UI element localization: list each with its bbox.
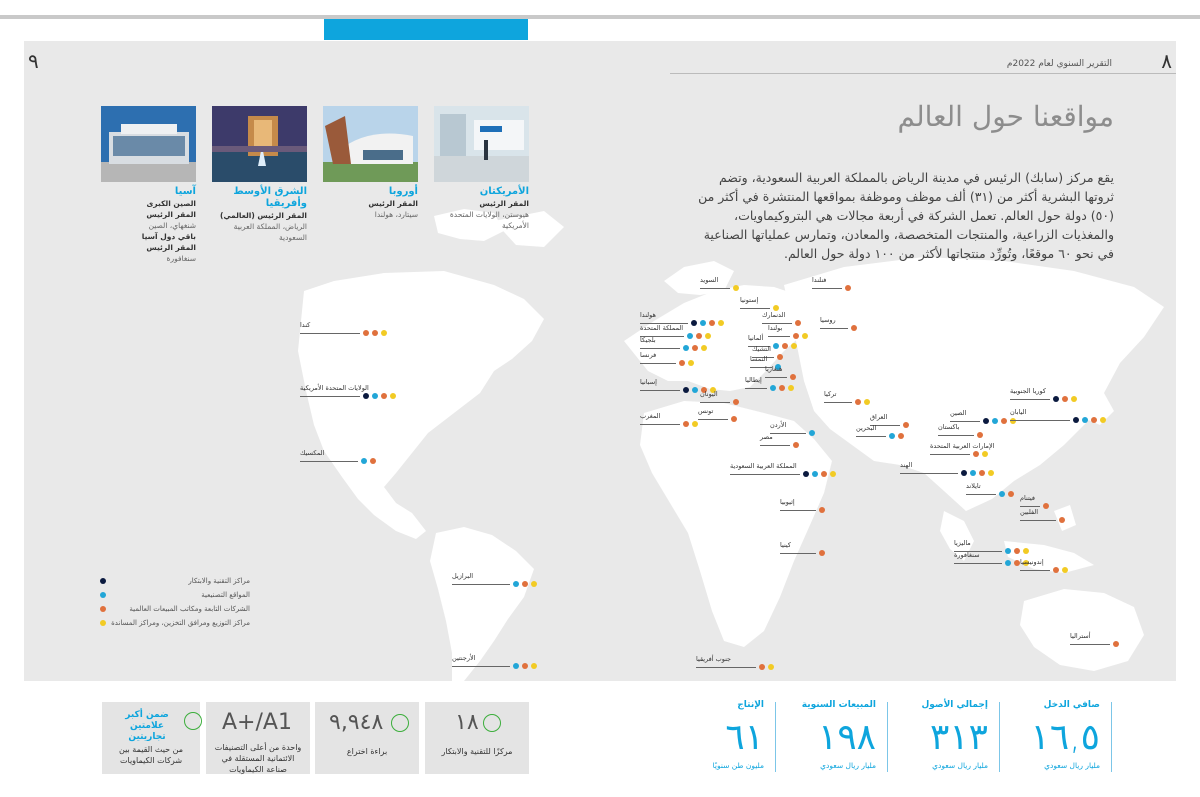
location-leader-line xyxy=(696,667,756,668)
location-dot xyxy=(688,360,694,366)
location-dot xyxy=(1001,418,1007,424)
region-label: المقر الرئيس xyxy=(146,243,196,252)
location-marker[interactable] xyxy=(824,390,874,408)
location-dot xyxy=(999,491,1005,497)
region-text: شنغهاي، الصين xyxy=(148,221,196,230)
location-dot xyxy=(683,387,689,393)
location-dot xyxy=(770,385,776,391)
location-marker[interactable] xyxy=(700,276,743,294)
location-dot xyxy=(1073,417,1079,423)
location-marker[interactable] xyxy=(745,376,798,394)
location-leader-line xyxy=(640,363,676,364)
location-name: تركيا xyxy=(824,390,837,398)
legend-item xyxy=(100,576,250,590)
location-name: جنوب أفريقيا xyxy=(696,655,732,663)
location-name: كينيا xyxy=(780,541,791,549)
location-dot xyxy=(733,285,739,291)
region-label: الصين الكبرى xyxy=(146,199,196,208)
location-name: فيتنام xyxy=(1020,494,1035,502)
location-leader-line xyxy=(950,421,980,422)
location-dot xyxy=(687,333,693,339)
location-dot xyxy=(819,507,825,513)
location-dot xyxy=(793,333,799,339)
location-name: سنغافورة xyxy=(954,551,980,559)
kpi-label: إجمالي الأصول xyxy=(921,700,988,710)
location-marker[interactable] xyxy=(300,321,391,339)
location-dot xyxy=(889,433,895,439)
location-dot xyxy=(731,416,737,422)
location-dot xyxy=(692,345,698,351)
stat-text: براءة اختراع xyxy=(346,747,388,756)
patent-document-icon xyxy=(391,714,409,732)
region-asia xyxy=(101,106,196,264)
location-name: الأردن xyxy=(770,421,787,429)
region-europe xyxy=(323,106,418,220)
location-name: كوريا الجنوبية xyxy=(1010,387,1047,395)
location-marker[interactable] xyxy=(452,572,541,590)
location-leader-line xyxy=(760,445,790,446)
location-marker[interactable] xyxy=(856,424,908,442)
kpi-value: ١٦,٥ xyxy=(1030,717,1100,758)
location-dot xyxy=(970,470,976,476)
kpi-divider xyxy=(999,702,1000,772)
australia-shape xyxy=(1020,589,1144,671)
stat-box-innovation xyxy=(425,702,529,774)
location-dot xyxy=(977,432,983,438)
location-dot xyxy=(531,581,537,587)
location-name: التشيك xyxy=(752,345,771,353)
asia-building-photo xyxy=(101,106,196,182)
stat-text: مركزًا للتقنية والابتكار xyxy=(441,747,513,756)
europe-building-photo xyxy=(323,106,418,182)
location-name: إندونيسيا xyxy=(1020,558,1044,566)
stat-text: واحدة من أعلى التصنيفات الائتمانية المستقلة في صناعة الكيماويات xyxy=(214,743,302,774)
kpi-label: صافي الدخل xyxy=(1043,700,1100,710)
location-marker[interactable] xyxy=(300,449,380,467)
location-dot xyxy=(522,581,528,587)
location-name: الدنمارك xyxy=(762,311,786,319)
location-marker[interactable] xyxy=(1020,558,1072,576)
location-dot xyxy=(1014,548,1020,554)
location-marker[interactable] xyxy=(938,423,987,441)
location-dot xyxy=(1023,548,1029,554)
location-dot xyxy=(696,333,702,339)
stat-text: من حيث القيمة بين شركات الكيماويات xyxy=(119,745,183,765)
intro-paragraph: يقع مركز (سابك) الرئيس في مدينة الرياض بالمملكة العربية السعودية، وتضم ثروتها البشرية أكثر من (٣١) ألف موظف وموظفة بمواقعها المنتشرة في أكثر من (٥٠) دولة حول العالم. تعمل الشركة في أربعة مجالات هي البتروكيماويات، والمغذيات الزراعية، والمنتجات المتخصصة، والمعادن، وتمارس عملياتها الصناعية في نحو ٦٠ موقعًا، وتُورِّد منتجاتها لأكثر من ١٠٠ دولة حول العالم. xyxy=(698,170,1114,261)
location-name: فرنسا xyxy=(640,351,657,359)
location-dot xyxy=(830,471,836,477)
location-name: تونس xyxy=(698,407,714,415)
location-dot xyxy=(898,433,904,439)
location-marker[interactable] xyxy=(930,442,995,460)
kpi-annual-sales xyxy=(776,700,888,776)
location-dot xyxy=(1053,396,1059,402)
location-marker[interactable] xyxy=(730,462,840,480)
location-dot xyxy=(390,393,396,399)
location-leader-line xyxy=(300,396,360,397)
location-dot xyxy=(718,320,724,326)
location-dot xyxy=(700,320,706,326)
location-leader-line xyxy=(300,333,360,334)
kpi-total-assets xyxy=(888,700,1000,776)
location-dot xyxy=(759,664,765,670)
legend-dot xyxy=(100,592,106,598)
south-america-shape xyxy=(430,527,534,681)
legend-dot xyxy=(100,606,106,612)
region-name: أوروبا xyxy=(388,186,418,197)
location-dot xyxy=(701,345,707,351)
stat-box-rating xyxy=(206,702,310,774)
location-leader-line xyxy=(698,419,728,420)
kpi-value: ١٩٨ xyxy=(817,717,876,758)
report-title: التقرير السنوي لعام 2022م xyxy=(1006,59,1112,69)
location-marker[interactable] xyxy=(900,461,998,479)
location-dot xyxy=(363,330,369,336)
location-dot xyxy=(973,451,979,457)
top-accent-bar xyxy=(324,19,528,40)
location-dot xyxy=(683,421,689,427)
location-dot xyxy=(1062,396,1068,402)
location-dot xyxy=(370,458,376,464)
location-dot xyxy=(1100,417,1106,423)
region-label: باقي دول آسيا xyxy=(141,232,196,241)
location-dot xyxy=(864,399,870,405)
location-leader-line xyxy=(780,553,816,554)
location-name: النمسا xyxy=(750,355,768,363)
location-leader-line xyxy=(1010,420,1070,421)
location-name: الأرجنتين xyxy=(452,654,476,662)
location-leader-line xyxy=(820,328,848,329)
location-dot xyxy=(709,320,715,326)
location-dot xyxy=(372,393,378,399)
region-name: آسيا xyxy=(174,186,196,197)
location-dot xyxy=(522,663,528,669)
location-name: بلجيكا xyxy=(640,336,656,344)
location-leader-line xyxy=(966,494,996,495)
location-leader-line xyxy=(938,435,974,436)
map-legend xyxy=(100,576,250,632)
region-text: هيوستن، الولايات المتحدة الأمريكية xyxy=(449,210,529,230)
location-dot xyxy=(793,442,799,448)
location-name: البرازيل xyxy=(452,572,474,580)
legend-label: الشركات التابعة ومكاتب المبيعات العالمية xyxy=(129,605,250,613)
region-label: المقر الرئيس xyxy=(368,199,418,208)
location-marker[interactable] xyxy=(1020,508,1069,526)
region-text: الرياض، المملكة العربية السعودية xyxy=(233,222,307,242)
location-dot xyxy=(777,354,783,360)
location-dot xyxy=(1053,567,1059,573)
location-name: اليونان xyxy=(700,390,718,398)
kpi-label: الإنتاج xyxy=(737,700,764,710)
lightbulb-icon xyxy=(483,714,501,732)
location-dot xyxy=(809,430,815,436)
location-dot xyxy=(372,330,378,336)
location-name: المكسيك xyxy=(300,449,325,457)
location-marker[interactable] xyxy=(640,351,698,369)
stat-value: ١٨ xyxy=(455,710,479,735)
location-leader-line xyxy=(1020,570,1050,571)
location-dot xyxy=(692,387,698,393)
legend-dot xyxy=(100,620,106,626)
right-page-number: ٨ xyxy=(1161,49,1172,73)
kpi-divider xyxy=(775,702,776,772)
kpi-unit: مليون طن سنويًا xyxy=(712,761,764,770)
location-dot xyxy=(1082,417,1088,423)
location-leader-line xyxy=(700,402,730,403)
region-americas xyxy=(434,106,529,231)
location-dot xyxy=(1005,560,1011,566)
legend-item xyxy=(100,604,250,618)
location-dot xyxy=(1071,396,1077,402)
location-dot xyxy=(1043,503,1049,509)
location-leader-line xyxy=(1020,520,1056,521)
location-leader-line xyxy=(745,388,767,389)
location-dot xyxy=(381,393,387,399)
location-dot xyxy=(821,471,827,477)
location-leader-line xyxy=(900,473,958,474)
location-leader-line xyxy=(740,308,770,309)
kpi-production xyxy=(664,700,776,776)
kpi-net-income xyxy=(1000,700,1112,776)
location-leader-line xyxy=(730,474,800,475)
location-name: إسبانيا xyxy=(640,378,657,386)
location-leader-line xyxy=(640,424,680,425)
kpi-value: ٦١ xyxy=(725,717,764,758)
riyadh-tower-photo xyxy=(212,106,307,182)
location-leader-line xyxy=(780,510,816,511)
location-name: اليابان xyxy=(1010,408,1027,416)
location-dot xyxy=(988,470,994,476)
location-name: الصين xyxy=(950,409,967,417)
location-dot xyxy=(363,393,369,399)
location-name: مصر xyxy=(760,433,773,441)
location-dot xyxy=(381,330,387,336)
location-name: الفلبين xyxy=(1020,508,1039,516)
location-name: الإمارات العربية المتحدة xyxy=(930,442,995,450)
location-leader-line xyxy=(768,336,790,337)
kpi-divider xyxy=(887,702,888,772)
location-marker[interactable] xyxy=(640,412,702,430)
location-name: المغرب xyxy=(640,412,661,420)
location-name: كندا xyxy=(300,321,311,329)
location-marker[interactable] xyxy=(780,498,829,516)
left-page-number: ٩ xyxy=(28,49,39,73)
location-dot xyxy=(1059,517,1065,523)
stat-value: A+/A1 xyxy=(222,710,292,735)
location-dot xyxy=(788,385,794,391)
kpi-unit: مليار ريال سعودي xyxy=(932,761,988,770)
location-leader-line xyxy=(640,390,680,391)
location-dot xyxy=(733,399,739,405)
location-name: العراق xyxy=(870,413,888,421)
header-rule xyxy=(670,73,1176,74)
location-name: الهند xyxy=(900,461,913,469)
location-name: باكستان xyxy=(938,423,960,431)
location-dot xyxy=(851,325,857,331)
location-dot xyxy=(361,458,367,464)
location-dot xyxy=(983,418,989,424)
location-leader-line xyxy=(700,288,730,289)
location-marker[interactable] xyxy=(780,541,829,559)
location-dot xyxy=(691,320,697,326)
location-dot xyxy=(679,360,685,366)
legend-dot xyxy=(100,578,106,584)
location-dot xyxy=(819,550,825,556)
location-marker[interactable] xyxy=(812,276,855,294)
location-name: الولايات المتحدة الأمريكية xyxy=(300,384,369,392)
stat-value: ٩,٩٤٨ xyxy=(329,710,384,735)
location-dot xyxy=(903,422,909,428)
location-dot xyxy=(791,343,797,349)
region-name: الشرق الأوسط وأفريقيا xyxy=(233,186,307,209)
location-dot xyxy=(683,345,689,351)
location-marker[interactable] xyxy=(1010,408,1110,426)
location-marker[interactable] xyxy=(770,421,819,439)
north-america-shape xyxy=(298,271,544,539)
location-marker[interactable] xyxy=(452,654,541,672)
region-text: سنغافورة xyxy=(166,254,196,263)
location-leader-line xyxy=(824,402,852,403)
location-leader-line xyxy=(770,433,806,434)
location-name: هولندا xyxy=(640,311,656,319)
location-name: بولندا xyxy=(768,324,783,332)
location-dot xyxy=(802,333,808,339)
location-name: أستراليا xyxy=(1070,632,1091,640)
region-mea xyxy=(212,106,307,243)
location-leader-line xyxy=(1020,506,1040,507)
kpi-unit: مليار ريال سعودي xyxy=(1044,761,1100,770)
location-marker[interactable] xyxy=(698,407,741,425)
region-label: المقر الرئيس (العالمي) xyxy=(220,211,307,220)
americas-office-photo xyxy=(434,106,529,182)
legend-label: مراكز التقنية والابتكار xyxy=(188,577,250,585)
location-name: روسيا xyxy=(820,316,836,324)
location-name: ألمانيا xyxy=(748,334,764,342)
page-title: مواقعنا حول العالم xyxy=(897,100,1114,133)
location-dot xyxy=(782,343,788,349)
location-dot xyxy=(1005,548,1011,554)
location-dot xyxy=(790,374,796,380)
location-dot xyxy=(773,343,779,349)
location-leader-line xyxy=(930,454,970,455)
location-marker[interactable] xyxy=(696,655,778,673)
location-leader-line xyxy=(640,348,680,349)
stat-value: ضمن أكبر علامتين تجاريتين xyxy=(125,710,169,742)
location-leader-line xyxy=(765,377,787,378)
location-dot xyxy=(855,399,861,405)
location-leader-line xyxy=(812,288,842,289)
location-marker[interactable] xyxy=(760,433,803,451)
location-dot xyxy=(845,285,851,291)
location-name: إثيوبيا xyxy=(780,498,795,506)
location-dot xyxy=(979,470,985,476)
location-marker[interactable] xyxy=(1070,632,1123,650)
medal-icon xyxy=(184,712,202,730)
location-name: هنغاريا xyxy=(765,365,783,373)
location-dot xyxy=(779,385,785,391)
kpi-value: ٣١٣ xyxy=(929,717,988,758)
location-leader-line xyxy=(452,584,510,585)
location-name: ماليزيا xyxy=(954,539,971,547)
location-dot xyxy=(992,418,998,424)
stat-box-patents xyxy=(315,702,419,774)
region-name: الأمريكتان xyxy=(479,186,529,197)
location-marker[interactable] xyxy=(820,316,861,334)
location-leader-line xyxy=(1070,644,1110,645)
location-dot xyxy=(768,664,774,670)
legend-item xyxy=(100,590,250,604)
location-name: إيطاليا xyxy=(745,376,762,384)
location-dot xyxy=(812,471,818,477)
location-name: إستونيا xyxy=(740,296,759,304)
location-name: فنلندا xyxy=(812,276,827,284)
location-name: البحرين xyxy=(856,424,877,432)
stat-box-brand xyxy=(102,702,200,774)
location-name: تايلاند xyxy=(966,482,981,490)
location-dot xyxy=(803,471,809,477)
location-marker[interactable] xyxy=(1010,387,1081,405)
kpi-label: المبيعات السنوية xyxy=(801,700,876,710)
location-dot xyxy=(1091,417,1097,423)
region-label: المقر الرئيس xyxy=(479,199,529,208)
location-name: السويد xyxy=(700,276,719,284)
location-dot xyxy=(531,663,537,669)
kpi-unit: مليار ريال سعودي xyxy=(820,761,876,770)
location-dot xyxy=(705,333,711,339)
legend-label: مراكز التوزيع ومرافق التخزين، ومراكز المساندة xyxy=(111,619,250,627)
location-dot xyxy=(513,663,519,669)
location-leader-line xyxy=(1010,399,1050,400)
kpi-divider xyxy=(1111,702,1112,772)
legend-item xyxy=(100,618,250,632)
location-leader-line xyxy=(954,563,1002,564)
location-marker[interactable] xyxy=(300,384,400,402)
legend-label: المواقع التصنيعية xyxy=(201,591,250,599)
region-label: المقر الرئيس xyxy=(146,210,196,219)
location-dot xyxy=(513,581,519,587)
location-marker[interactable] xyxy=(966,482,1018,500)
location-name: المملكة العربية السعودية xyxy=(730,462,797,470)
location-name: المملكة المتحدة xyxy=(640,324,684,332)
location-dot xyxy=(795,320,801,326)
location-leader-line xyxy=(300,461,358,462)
location-dot xyxy=(961,470,967,476)
region-text: سيتارد، هولندا xyxy=(374,210,418,219)
location-leader-line xyxy=(856,436,886,437)
top-rule xyxy=(0,15,1200,19)
location-leader-line xyxy=(452,666,510,667)
location-dot xyxy=(1062,567,1068,573)
location-dot xyxy=(982,451,988,457)
location-dot xyxy=(1113,641,1119,647)
location-dot xyxy=(1008,491,1014,497)
